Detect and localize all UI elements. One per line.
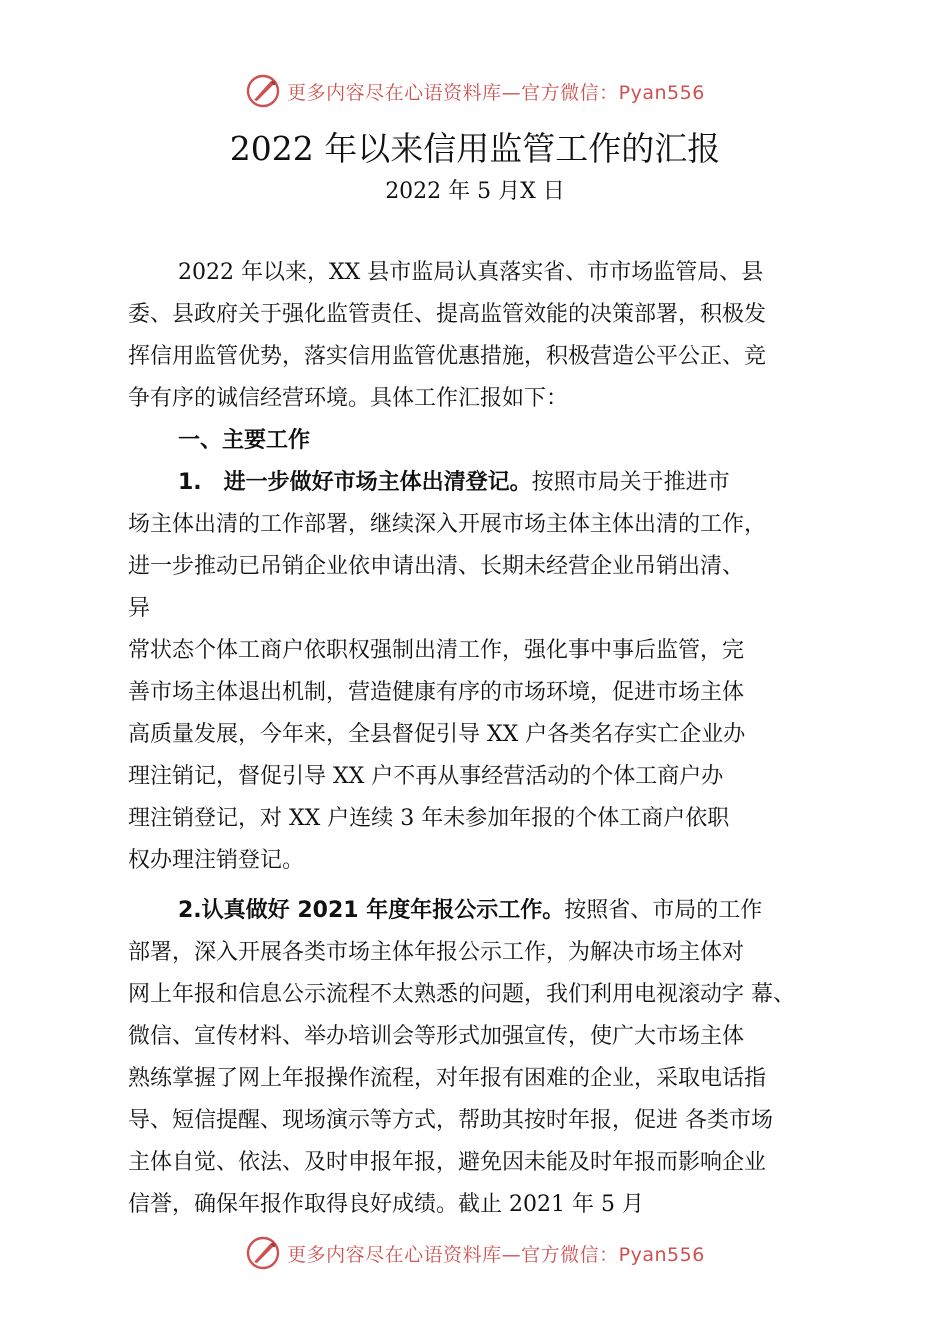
paragraph-line: 网上年报和信息公示流程不太熟悉的问题，我们利用电视滚动字 幕、: [128, 982, 795, 1007]
paragraph-line: 善市场主体退出机制，营造健康有序的市场环境，促进市场主体: [128, 680, 745, 705]
paragraph-line: 高质量发展，今年来，全县督促引导 XX 户各类名存实亡企业办: [128, 722, 746, 747]
header-watermark: [0, 66, 950, 116]
paragraph-line: 导、短信提醒、现场演示等方式，帮助其按时年报，促进 各类市场: [128, 1108, 773, 1133]
item1-first-line-text: 按照市局关于推进市: [531, 470, 730, 495]
paragraph-line: 异: [128, 596, 151, 621]
paragraph-line: 主体自觉、依法、及时申报年报，避免因未能及时年报而影响企业: [128, 1150, 767, 1175]
intro-line: 2022 年以来，XX 县市监局认真落实省、市市场监管局、县: [178, 260, 764, 285]
paragraph-line: 部署，深入开展各类市场主体年报公示工作，为解决市场主体对: [128, 940, 745, 965]
footer-watermark: [0, 1228, 950, 1278]
paragraph-line: 进一步推动已吊销企业依申请出清、长期未经营企业吊销出清、: [128, 554, 745, 579]
item1-heading: 1. 进一步做好市场主体出清登记。: [178, 470, 532, 495]
document-body: [128, 252, 848, 1226]
section-heading: 一、主要工作: [178, 428, 311, 453]
intro-line: 委、县政府关于强化监管责任、提高监管效能的决策部署，积极发: [128, 302, 767, 327]
paragraph-line: 微信、宣传材料、举办培训会等形式加强宣传，使广大市场主体: [128, 1024, 745, 1049]
document-date: 2022 年 5 月X 日: [385, 179, 565, 204]
paragraph-line: 场主体出清的工作部署，继续深入开展市场主体主体出清的工作，: [128, 512, 767, 537]
watermark-text: 更多内容尽在心语资料库—官方微信：Pyan556: [287, 81, 705, 104]
paragraph-line: 权办理注销登记。: [128, 848, 305, 873]
paragraph-line: 常状态个体工商户依职权强制出清工作，强化事中事后监管，完: [128, 638, 745, 663]
item2-first-line: [128, 890, 848, 932]
watermark-text: 更多内容尽在心语资料库—官方微信：Pyan556: [287, 1243, 705, 1266]
paragraph-line: 信誉，确保年报作取得良好成绩。截止 2021 年 5 月: [128, 1192, 644, 1217]
paragraph-line: 熟练掌握了网上年报操作流程，对年报有困难的企业，采取电话指: [128, 1066, 767, 1091]
item2-first-line-text: 按照省、市局的工作: [564, 898, 763, 923]
intro-line: 挥信用监管优势，落实信用监管优惠措施，积极营造公平公正、竞: [128, 344, 767, 369]
quill-logo-icon: [245, 73, 281, 109]
item1-first-line: [128, 462, 848, 504]
intro-line: 争有序的诚信经营环境。具体工作汇报如下：: [128, 386, 569, 411]
paragraph-line: 理注销记，督促引导 XX 户不再从事经营活动的个体工商户办: [128, 764, 724, 789]
paragraph-line: 理注销登记，对 XX 户连续 3 年未参加年报的个体工商户依职: [128, 806, 730, 831]
document-title: 2022 年以来信用监管工作的汇报: [229, 129, 721, 168]
item2-heading: 2.认真做好 2021 年度年报公示工作。: [178, 898, 565, 923]
quill-logo-icon: [245, 1235, 281, 1271]
